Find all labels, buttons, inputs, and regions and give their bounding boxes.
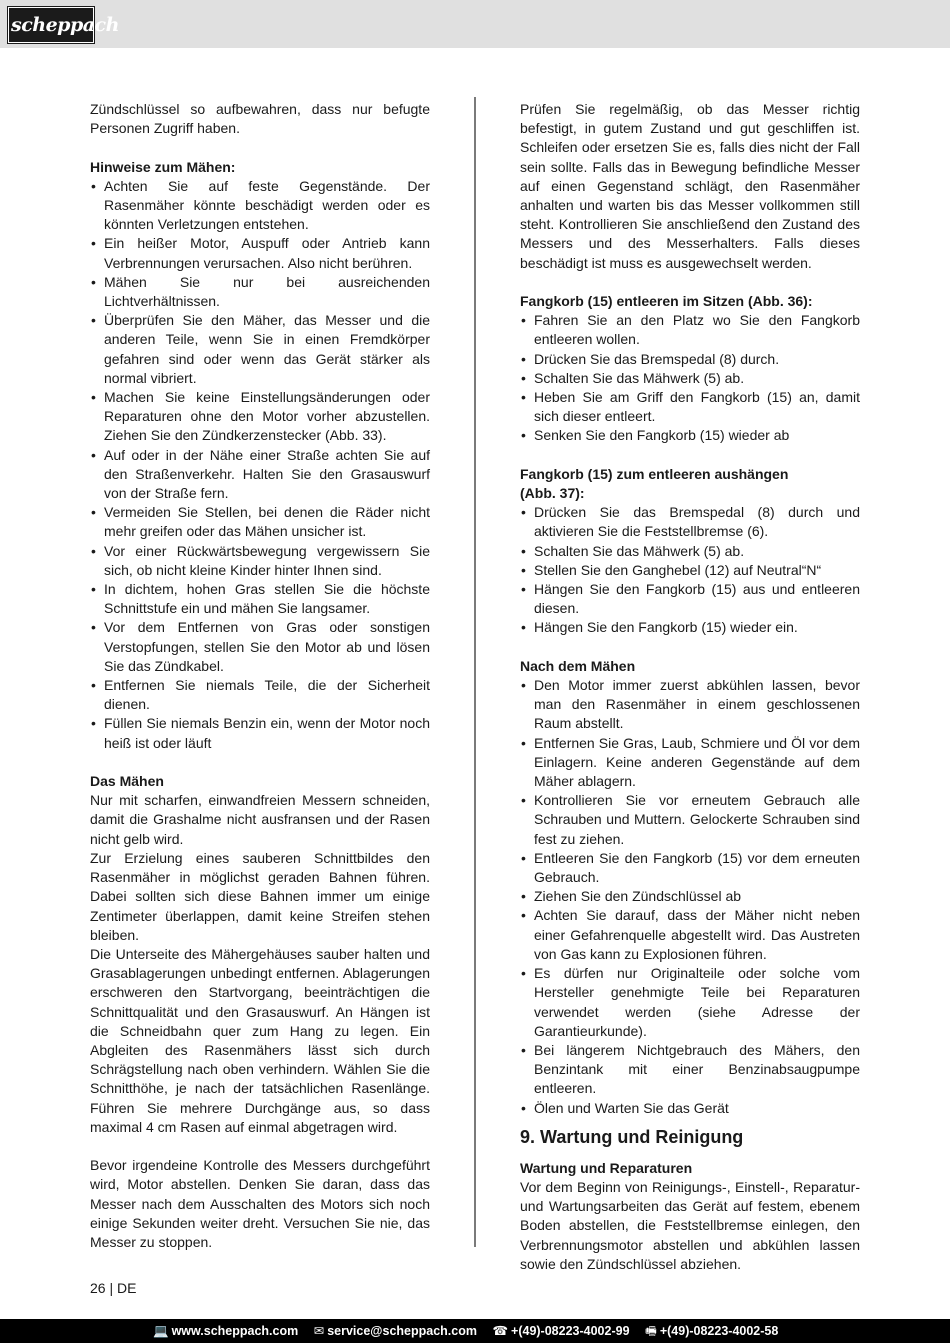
list-item: • Entfernen Sie niemals Teile, die der Sicherheit dienen. — [90, 676, 430, 714]
fangkorb-aushaengen-list — [520, 503, 860, 637]
list-item: • Stellen Sie den Ganghebel (12) auf Neutral“N“ — [520, 561, 860, 580]
list-item: • Hängen Sie den Fangkorb (15) aus und entleeren diesen. — [520, 580, 860, 618]
wartung-heading: Wartung und Reparaturen — [520, 1159, 693, 1176]
list-item: • Machen Sie keine Einstellungsänderungen oder Reparaturen ohne den Motor vorher abzustellen. Ziehen Sie den Zündkerzenstecker (Abb. 33). — [90, 388, 430, 446]
list-item: • Entfernen Sie Gras, Laub, Schmiere und Öl vor dem Einlagern. Keine anderen Gegenstände auf dem Mäher ablagern. — [520, 734, 860, 792]
email-icon: ✉ — [313, 1324, 325, 1338]
fangkorb-aushaengen-heading: Fangkorb (15) zum entleeren aushängen — [520, 465, 789, 482]
list-item: • Hängen Sie den Fangkorb (15) wieder ein. — [520, 618, 860, 637]
page-number: 26 | DE — [90, 1280, 137, 1296]
list-item: • Überprüfen Sie den Mäher, das Messer und die anderen Teile, wenn Sie in einen Fremdkörper gefahren sind oder wenn das Gerät stärker als normal vibriert. — [90, 311, 430, 388]
fangkorb-aushaengen-heading-ref: (Abb. 37): — [520, 485, 585, 502]
list-item: • Es dürfen nur Originalteile oder solche vom Hersteller genehmigte Teile bei Reparaturen verwendet werden (siehe Adresse der Garantieurkunde). — [520, 964, 860, 1041]
intro-paragraph: Zündschlüssel so aufbewahren, dass nur befugte Personen Zugriff haben. — [90, 101, 430, 137]
wartung-paragraph: Vor dem Beginn von Reinigungs-, Einstell-, Reparatur- und Wartungsarbeiten das Gerät auf festem, ebenem Boden abstellen, die Feststellbremse einlegen, den Verbrennungsmotor abstellen und abkühlen lassen sowie den Zündschlüssel abziehen. — [520, 1178, 860, 1272]
list-item: • Entleeren Sie den Fangkorb (15) vor dem erneuten Gebrauch. — [520, 849, 860, 887]
list-item: • Den Motor immer zuerst abkühlen lassen, bevor man den Rasenmäher in einem geschlossenen Raum abstellt. — [520, 676, 860, 734]
list-item: • Bei längerem Nichtgebrauch des Mähers, den Benzintank mit einer Benzinabsaugpumpe entleeren. — [520, 1041, 860, 1099]
messer-paragraph: Prüfen Sie regelmäßig, ob das Messer richtig befestigt, in gutem Zustand und gut geschliffen ist. Schleifen oder ersetzen Sie es, falls dies nicht der Fall sein sollte. Falls das in Bewegung befindliche Messer auf einen Gegenstand schlägt, den Rasenmäher anhalten und warten bis das Messer vollkommen still steht. Kontrollieren Sie anschließend den Zustand des Messers und des Messerhalters. Falls dieses beschädigt ist muss es ausgewechselt werden. — [520, 101, 860, 271]
list-item: • Achten Sie auf feste Gegenstände. Der Rasenmäher könnte beschädigt werden oder es könnten Verletzungen entstehen. — [90, 177, 430, 235]
fax-number: +(49)-08223-4002-58 — [659, 1324, 779, 1338]
fax-icon: 🖷 — [645, 1324, 657, 1338]
phone-number: +(49)-08223-4002-99 — [511, 1324, 630, 1338]
hinweise-list — [90, 177, 430, 753]
list-item: • Fahren Sie an den Platz wo Sie den Fangkorb entleeren wollen. — [520, 311, 860, 349]
maehen-heading: Das Mähen — [90, 773, 164, 790]
footer-bar — [0, 1319, 950, 1343]
column-divider — [474, 97, 476, 1247]
left-column — [90, 100, 430, 1252]
list-item: • Ziehen Sie den Zündschlüssel ab — [520, 887, 860, 906]
list-item: • Kontrollieren Sie vor erneutem Gebrauch alle Schrauben und Muttern. Gelockerte Schrauben sind fest zu ziehen. — [520, 791, 860, 849]
fangkorb-sitzen-list — [520, 311, 860, 445]
list-item: • Achten Sie darauf, dass der Mäher nicht neben einer Gefahrenquelle abgestellt wird. Das Austreten von Gas kann zu Explosionen führen. — [520, 906, 860, 964]
maehen-paragraph-4: Bevor irgendeine Kontrolle des Messers durchgeführt wird, Motor abstellen. Denken Sie daran, dass das Messer nach dem Ausschalten des Motors sich noch einige Sekunden weiter dreht. Versuchen Sie nie, das Messer zu stoppen. — [90, 1157, 430, 1250]
section-title: 9. Wartung und Reinigung — [520, 1126, 744, 1147]
phone-icon: ☎ — [492, 1324, 509, 1338]
website-link[interactable]: www.scheppach.com — [171, 1324, 299, 1338]
list-item: • Schalten Sie das Mähwerk (5) ab. — [520, 369, 860, 388]
right-column — [520, 100, 860, 1274]
list-item: • Drücken Sie das Bremspedal (8) durch. — [520, 350, 860, 369]
header-bar — [0, 0, 950, 48]
list-item: • Schalten Sie das Mähwerk (5) ab. — [520, 542, 860, 561]
list-item: • Mähen Sie nur bei ausreichenden Lichtverhältnissen. — [90, 273, 430, 311]
list-item: • Füllen Sie niemals Benzin ein, wenn der Motor noch heiß ist oder läuft — [90, 714, 430, 752]
email-link[interactable]: service@scheppach.com — [327, 1324, 477, 1338]
list-item: • Ein heißer Motor, Auspuff oder Antrieb kann Verbrennungen verursachen. Also nicht berühren. — [90, 234, 430, 272]
list-item: • Drücken Sie das Bremspedal (8) durch und aktivieren Sie die Feststellbremse (6). — [520, 503, 860, 541]
list-item: • Vor einer Rückwärtsbewegung vergewissern Sie sich, ob nicht kleine Kinder hinter Ihnen sind. — [90, 542, 430, 580]
list-item: • In dichtem, hohen Gras stellen Sie die höchste Schnittstufe ein und mähen Sie langsamer. — [90, 580, 430, 618]
nach-dem-maehen-list — [520, 676, 860, 1118]
list-item: • Ölen und Warten Sie das Gerät — [520, 1099, 860, 1118]
scheppach-logo: scheppach — [11, 10, 91, 40]
list-item: • Vermeiden Sie Stellen, bei denen die Räder nicht mehr greifen oder das Mähen unsicher ist. — [90, 503, 430, 541]
hinweise-heading: Hinweise zum Mähen: — [90, 158, 236, 175]
list-item: • Auf oder in der Nähe einer Straße achten Sie auf den Straßenverkehr. Halten Sie den Grasauswurf von der Straße fern. — [90, 446, 430, 504]
nach-dem-maehen-heading: Nach dem Mähen — [520, 657, 636, 674]
list-item: • Heben Sie am Griff den Fangkorb (15) an, damit sich dieser entleert. — [520, 388, 860, 426]
maehen-paragraph-3: Die Unterseite des Mähergehäuses sauber halten und Grasablagerungen unbedingt entfernen. Ablagerungen erschweren den Startvorgang, beeinträchtigen die Schnittqualität und den Grasauswurf. An Hängen ist die Schneidbahn quer zum Hang zu legen. Ein Abgleiten des Rasenmähers lässt sich durch Schrägstellung nach oben verhindern. Wählen Sie die Schnitthöhe, je nach der tatsächlichen Rasenlänge. Führen Sie mehrere Durchgänge aus, so dass maximal 4 cm Rasen auf einmal abgetragen wird. — [90, 945, 430, 1135]
list-item: • Vor dem Entfernen von Gras oder sonstigen Verstopfungen, stellen Sie den Motor ab und lösen Sie das Zündkabel. — [90, 618, 430, 676]
list-item: • Senken Sie den Fangkorb (15) wieder ab — [520, 426, 860, 445]
maehen-paragraph-1: Nur mit scharfen, einwandfreien Messern schneiden, damit die Grashalme nicht ausfransen und der Rasen nicht gelb wird. — [90, 792, 430, 847]
fangkorb-sitzen-heading: Fangkorb (15) entleeren im Sitzen (Abb. 36): — [520, 293, 813, 310]
maehen-paragraph-2: Zur Erzielung eines sauberen Schnittbildes den Rasenmäher in möglichst geraden Bahnen führen. Dabei sollten sich diese Bahnen immer um einige Zentimeter überlappen, damit keine Streifen stehen bleiben. — [90, 849, 430, 943]
computer-icon: 💻 — [153, 1324, 169, 1338]
